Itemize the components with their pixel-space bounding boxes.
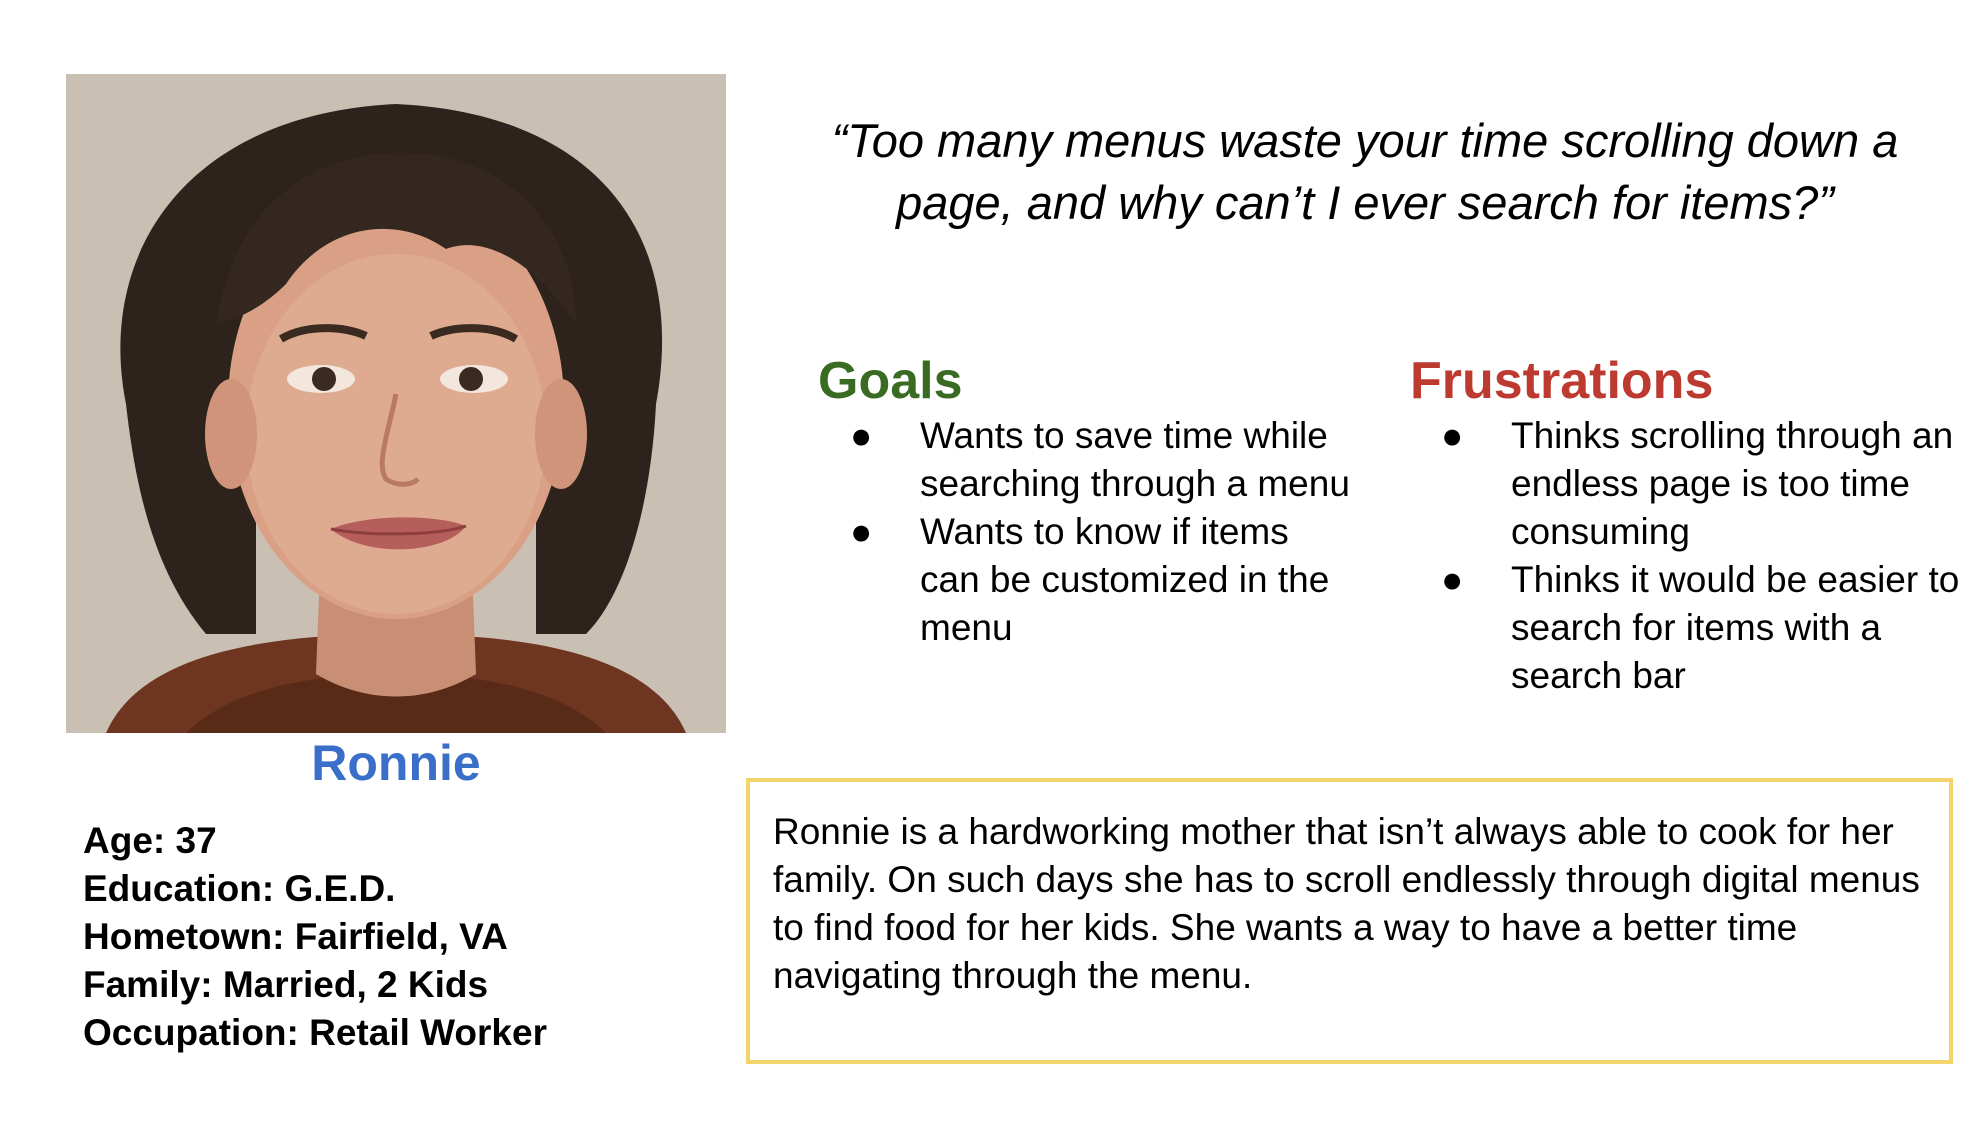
frustration-text: Thinks it would be easier to search for items with a search bar [1511,559,1960,696]
persona-bio-box [746,778,1953,1064]
persona-photo [66,74,726,733]
list-item [1441,556,1961,700]
list-item [850,508,1350,652]
bullet-icon: ● [850,511,873,552]
persona-name: Ronnie [311,735,481,791]
frustrations-heading: Frustrations [1410,352,1714,410]
bullet-icon: ● [1441,559,1464,600]
goals-list [850,412,1350,652]
detail-hometown: Hometown: Fairfield, VA [83,916,508,957]
frustrations-list [1441,412,1961,700]
detail-education: Education: G.E.D. [83,868,396,909]
persona-bio-text: Ronnie is a hardworking mother that isn’t always able to cook for her family. On such days she has to scroll endlessly through digital menus to find food for her kids. She wants a way to have a better time navigating through the menu. [773,811,1920,996]
list-item [1441,412,1961,556]
detail-occupation: Occupation: Retail Worker [83,1012,547,1053]
bullet-icon: ● [1441,415,1464,456]
bullet-icon: ● [850,415,873,456]
frustration-text: Thinks scrolling through an endless page is too time consuming [1511,415,1954,552]
persona-quote: “Too many menus waste your time scrolling down a page, and why can’t I ever search for items?” [831,114,1899,229]
detail-age: Age: 37 [83,820,217,861]
person-portrait-icon [66,74,726,733]
detail-family: Family: Married, 2 Kids [83,964,489,1005]
goal-text: Wants to know if items can be customized in the menu [920,511,1330,648]
goal-text: Wants to save time while searching through a menu [920,415,1350,504]
list-item [850,412,1350,508]
goals-heading: Goals [818,352,963,410]
persona-details [83,817,547,1057]
